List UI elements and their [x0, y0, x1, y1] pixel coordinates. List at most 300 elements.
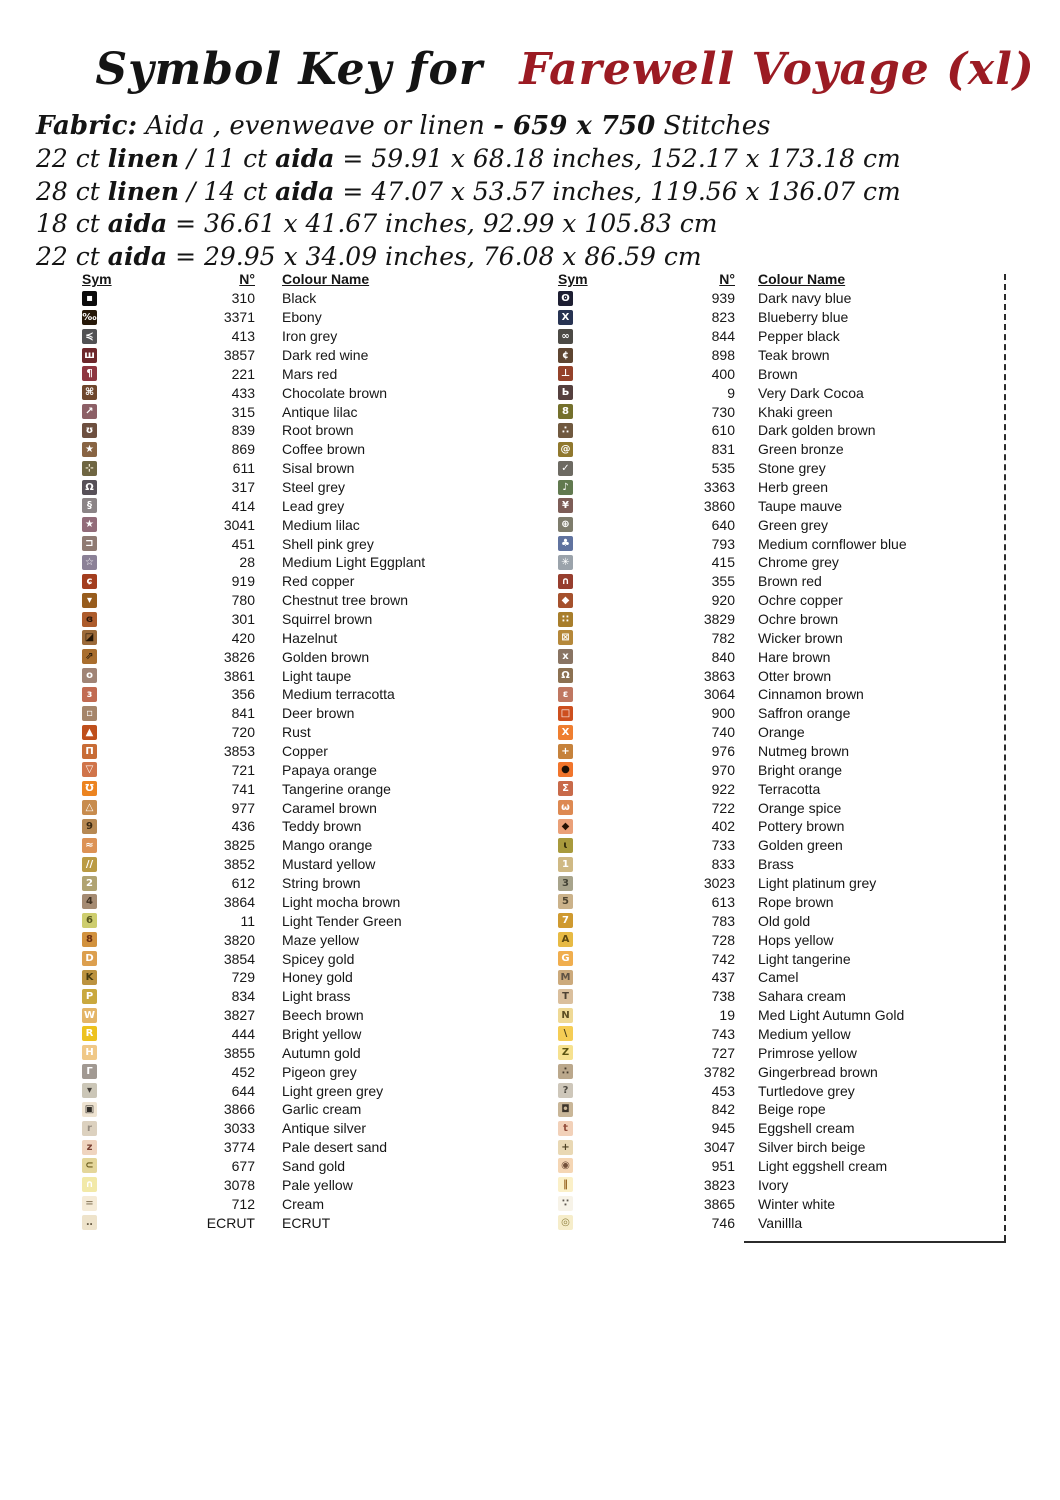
floss-number: 413	[231, 328, 255, 345]
colour-name: Old gold	[758, 912, 811, 929]
floss-number: 3774	[223, 1139, 255, 1156]
colour-name: Bright orange	[758, 761, 843, 778]
symbol-swatch: ∩	[558, 574, 573, 589]
symbol-swatch: A	[558, 932, 573, 947]
symbol-swatch: ▣	[82, 1102, 97, 1117]
floss-number: 644	[231, 1082, 255, 1099]
floss-number: 310	[231, 290, 255, 307]
floss-number: 720	[231, 724, 255, 741]
floss-number: 834	[231, 988, 255, 1005]
floss-number: 610	[711, 422, 735, 439]
fabric-text: = 47.07 x 53.57 inches, 119.56 x 136.07 cm	[334, 176, 901, 206]
colour-name: Mango orange	[282, 837, 373, 854]
colour-name: Cinnamon brown	[758, 686, 864, 703]
table-row	[82, 628, 425, 647]
table-border-bottom	[744, 1241, 1006, 1243]
colour-name: Green grey	[758, 516, 829, 533]
colour-name: Turtledove grey	[758, 1082, 855, 1099]
table-row	[82, 817, 425, 836]
symbol-swatch: ☆	[82, 555, 97, 570]
symbol-swatch: ‰	[82, 311, 97, 323]
table-row	[82, 1043, 425, 1062]
floss-number: 452	[231, 1063, 255, 1080]
colour-name: Root brown	[282, 422, 354, 439]
fabric-line	[36, 241, 901, 274]
floss-number: 945	[711, 1120, 735, 1137]
table-row	[558, 836, 907, 855]
floss-number: 729	[231, 969, 255, 986]
colour-name: Garlic cream	[282, 1101, 362, 1118]
table-row	[82, 704, 425, 723]
symbol-swatch: ⌘	[82, 385, 97, 400]
floss-number: 746	[711, 1214, 735, 1231]
table-row	[82, 1081, 425, 1100]
colour-name: Orange	[758, 724, 805, 741]
table-row	[82, 553, 425, 572]
colour-name: Bright yellow	[282, 1025, 362, 1042]
colour-name: Dark golden brown	[758, 422, 876, 439]
floss-number: 743	[711, 1025, 735, 1042]
floss-number: 782	[711, 629, 735, 646]
colour-name: Pigeon grey	[282, 1063, 357, 1080]
floss-number: 3033	[223, 1120, 255, 1137]
floss-number: 355	[711, 573, 735, 590]
table-row	[558, 478, 907, 497]
table-row	[82, 534, 425, 553]
colour-name: Pale yellow	[282, 1176, 353, 1193]
fabric-text: Fabric:	[36, 111, 138, 141]
colour-name: Caramel brown	[282, 799, 377, 816]
table-row	[558, 610, 907, 629]
fabric-info	[36, 110, 901, 274]
colour-name: Light tangerine	[758, 950, 851, 967]
symbol-swatch: △	[82, 800, 97, 815]
floss-number: 612	[231, 875, 255, 892]
page-title	[0, 44, 1060, 95]
floss-number: 3826	[223, 648, 255, 665]
fabric-text: Stitches	[655, 111, 771, 141]
colour-name: Saffron orange	[758, 705, 851, 722]
symbol-swatch: T	[558, 989, 573, 1004]
symbol-swatch: ◉	[558, 1158, 573, 1173]
floss-number: 823	[711, 309, 735, 326]
symbol-swatch: ◎	[558, 1215, 573, 1230]
colour-name: String brown	[282, 875, 361, 892]
colour-name: Brown	[758, 365, 798, 382]
symbol-swatch: ʘ	[558, 291, 573, 306]
floss-number: 3363	[703, 479, 735, 496]
symbol-swatch: ▫	[82, 706, 97, 721]
fabric-text: aida	[275, 143, 335, 173]
colour-name: Terracotta	[758, 780, 821, 797]
symbol-swatch: ↗	[82, 404, 97, 419]
table-row	[82, 1006, 425, 1025]
floss-number: 28	[239, 554, 255, 571]
table-row	[558, 723, 907, 742]
table-row	[558, 364, 907, 383]
colour-name: Copper	[282, 743, 328, 760]
table-row	[558, 930, 907, 949]
colour-name: Herb green	[758, 479, 829, 496]
colour-name: Vanillla	[758, 1214, 803, 1231]
table-row	[558, 591, 907, 610]
floss-number: 900	[711, 705, 735, 722]
floss-number: 842	[711, 1101, 735, 1118]
symbol-swatch: //	[82, 857, 97, 872]
floss-number: 433	[231, 384, 255, 401]
table-row	[558, 647, 907, 666]
table-row	[558, 1100, 907, 1119]
header-number: N°	[719, 271, 735, 287]
colour-name: Rust	[282, 724, 311, 741]
colour-name: Primrose yellow	[758, 1044, 857, 1061]
colour-name: Silver birch beige	[758, 1139, 866, 1156]
table-row	[82, 779, 425, 798]
symbol-swatch: ◆	[558, 819, 573, 834]
floss-number: 922	[711, 780, 735, 797]
table-header	[82, 272, 425, 289]
table-row	[558, 798, 907, 817]
floss-number: 939	[711, 290, 735, 307]
floss-number: 3064	[703, 686, 735, 703]
colour-name: Light mocha brown	[282, 893, 401, 910]
table-row	[558, 1194, 907, 1213]
symbol-swatch: +	[558, 1140, 573, 1155]
colour-name: Medium Light Eggplant	[282, 554, 426, 571]
fabric-text: / 11 ct	[179, 143, 276, 173]
header-sym: Sym	[558, 271, 588, 287]
colour-name: ECRUT	[282, 1214, 331, 1231]
floss-number: 977	[231, 799, 255, 816]
table-row	[82, 610, 425, 629]
symbol-swatch: X	[558, 725, 573, 740]
table-row	[82, 364, 425, 383]
symbol-swatch: D	[82, 951, 97, 966]
table-row	[82, 893, 425, 912]
colour-name: Ochre copper	[758, 592, 843, 609]
colour-name: Honey gold	[282, 969, 353, 986]
floss-number: 436	[231, 818, 255, 835]
floss-number: 3827	[223, 1007, 255, 1024]
symbol-swatch: Ω	[558, 668, 573, 683]
floss-number: 400	[711, 365, 735, 382]
symbol-swatch: M	[558, 970, 573, 985]
floss-number: 3865	[703, 1195, 735, 1212]
header-colour-name: Colour Name	[758, 271, 846, 287]
symbol-swatch: H	[82, 1045, 97, 1060]
symbol-table-left	[82, 272, 425, 1232]
colour-name: Pepper black	[758, 328, 840, 345]
floss-number: ECRUT	[206, 1214, 255, 1231]
table-row	[558, 987, 907, 1006]
symbol-swatch: Π	[82, 744, 97, 759]
floss-number: 898	[711, 347, 735, 363]
floss-number: 611	[232, 460, 255, 477]
symbol-swatch: Σ	[558, 781, 573, 796]
table-row	[82, 383, 425, 402]
colour-name: Antique silver	[282, 1120, 367, 1137]
symbol-swatch: ∷	[558, 612, 573, 627]
symbol-swatch: o	[82, 668, 97, 683]
table-row	[82, 421, 425, 440]
floss-number: 3857	[223, 347, 255, 363]
colour-name: Teak brown	[758, 347, 830, 363]
colour-name: Very Dark Cocoa	[758, 384, 864, 401]
table-row	[82, 402, 425, 421]
table-row	[558, 817, 907, 836]
floss-number: 3371	[223, 309, 255, 326]
symbol-swatch: ∞	[558, 329, 573, 344]
symbol-swatch: X	[558, 310, 573, 325]
symbol-table-right	[558, 272, 907, 1232]
symbol-swatch: 8	[558, 404, 573, 419]
colour-name: Coffee brown	[282, 441, 366, 458]
symbol-swatch: ◪	[82, 630, 97, 645]
floss-number: 11	[240, 912, 255, 929]
table-row	[558, 893, 907, 912]
table-header	[558, 272, 907, 289]
fabric-text: 28 ct	[36, 176, 108, 206]
table-row	[82, 742, 425, 761]
table-row	[82, 289, 425, 308]
colour-name: Khaki green	[758, 403, 833, 420]
colour-name: Autumn gold	[282, 1044, 361, 1061]
table-row	[82, 647, 425, 666]
floss-number: 221	[231, 365, 255, 382]
symbol-swatch: ≈	[82, 838, 97, 853]
table-row	[82, 987, 425, 1006]
colour-name: Dark red wine	[282, 347, 369, 363]
floss-number: 3823	[703, 1176, 735, 1193]
symbol-swatch: t	[558, 1121, 573, 1136]
colour-name: Teddy brown	[282, 818, 362, 835]
table-row	[82, 1025, 425, 1044]
table-row	[558, 874, 907, 893]
symbol-swatch: ▽	[82, 762, 97, 777]
colour-name: Sahara cream	[758, 988, 846, 1005]
colour-name: Mustard yellow	[282, 856, 376, 873]
floss-number: 740	[711, 724, 735, 741]
colour-name: Black	[282, 290, 317, 307]
floss-number: 831	[711, 441, 735, 458]
table-row	[558, 949, 907, 968]
symbol-swatch: ∴	[558, 1064, 573, 1079]
symbol-swatch: ✓	[558, 461, 573, 476]
colour-name: Gingerbread brown	[758, 1063, 878, 1080]
symbol-swatch: W	[83, 1009, 96, 1021]
table-row	[82, 666, 425, 685]
symbol-swatch: ε	[558, 687, 573, 702]
symbol-swatch: ш	[82, 348, 97, 363]
colour-name: Medium cornflower blue	[758, 535, 907, 552]
table-row	[82, 1157, 425, 1176]
floss-number: 741	[231, 780, 255, 797]
floss-number: 3860	[703, 497, 735, 514]
colour-name: Light eggshell cream	[758, 1157, 888, 1174]
floss-number: 844	[711, 328, 735, 345]
table-row	[82, 1062, 425, 1081]
table-border-right	[1004, 274, 1006, 1241]
table-row	[558, 402, 907, 421]
floss-number: 833	[711, 856, 735, 873]
symbol-swatch: ω	[558, 800, 573, 815]
colour-name: Wicker brown	[758, 629, 843, 646]
colour-name: Taupe mauve	[758, 497, 843, 514]
symbol-swatch: ∩	[82, 1177, 97, 1192]
table-rows-left	[82, 289, 425, 1232]
colour-name: Pale desert sand	[282, 1139, 388, 1156]
colour-name: Hare brown	[758, 648, 831, 665]
colour-name: Red copper	[282, 573, 355, 590]
floss-number: 721	[231, 761, 255, 778]
floss-number: 840	[711, 648, 735, 665]
table-row	[558, 496, 907, 515]
table-row	[82, 685, 425, 704]
table-row	[82, 440, 425, 459]
floss-number: 783	[711, 912, 735, 929]
fabric-text: - 659 x 750	[493, 111, 656, 141]
symbol-swatch: Ь	[558, 385, 573, 400]
table-row	[558, 1043, 907, 1062]
colour-name: Chocolate brown	[282, 384, 388, 401]
floss-number: 301	[231, 611, 255, 628]
colour-name: Antique lilac	[282, 403, 358, 420]
symbol-swatch: R	[82, 1026, 97, 1041]
table-row	[558, 911, 907, 930]
table-row	[82, 591, 425, 610]
symbol-swatch: r	[82, 1121, 97, 1136]
table-row	[82, 459, 425, 478]
table-row	[558, 289, 907, 308]
table-row	[558, 1006, 907, 1025]
floss-number: 3023	[703, 875, 735, 892]
symbol-swatch: +	[558, 744, 573, 759]
colour-name: Hazelnut	[282, 629, 338, 646]
floss-number: 730	[711, 403, 735, 420]
symbol-swatch: ¢	[558, 348, 573, 363]
table-row	[82, 1119, 425, 1138]
colour-name: Shell pink grey	[282, 535, 374, 552]
symbol-swatch: 7	[558, 913, 573, 928]
floss-number: 3078	[223, 1176, 255, 1193]
title-pattern-name: Farewell Voyage (xl)	[519, 44, 1035, 95]
colour-name: Camel	[758, 969, 799, 986]
colour-name: Deer brown	[282, 705, 355, 722]
table-row	[82, 327, 425, 346]
table-row	[82, 572, 425, 591]
table-row	[82, 968, 425, 987]
fabric-text: aida	[275, 176, 335, 206]
table-row	[558, 1213, 907, 1232]
colour-name: Medium terracotta	[282, 686, 395, 703]
colour-name: Lead grey	[282, 497, 345, 514]
table-row	[82, 496, 425, 515]
symbol-swatch: 2	[82, 876, 97, 891]
floss-number: 727	[711, 1044, 735, 1061]
fabric-text: aida	[107, 242, 168, 272]
table-row	[82, 515, 425, 534]
table-row	[558, 666, 907, 685]
table-row	[558, 855, 907, 874]
colour-name: Ivory	[758, 1176, 789, 1193]
symbol-swatch: ●	[558, 762, 573, 777]
floss-number: 3852	[223, 856, 255, 873]
symbol-swatch: x	[558, 649, 573, 664]
colour-name: Dark navy blue	[758, 290, 852, 307]
symbol-swatch: 4	[82, 894, 97, 909]
symbol-swatch: G	[558, 951, 573, 966]
symbol-swatch: ¶	[82, 366, 97, 381]
symbol-swatch: z	[82, 1140, 97, 1155]
symbol-swatch: 9	[82, 819, 97, 834]
symbol-swatch: ⊐	[82, 536, 97, 551]
colour-name: Eggshell cream	[758, 1120, 855, 1137]
colour-name: Nutmeg brown	[758, 743, 850, 760]
colour-name: Golden brown	[282, 648, 370, 665]
symbol-swatch: ɕ	[82, 574, 97, 589]
floss-number: 780	[231, 592, 255, 609]
floss-number: 841	[231, 705, 255, 722]
symbol-swatch: ‖	[558, 1177, 573, 1192]
colour-name: Cream	[282, 1195, 325, 1212]
table-row	[558, 1062, 907, 1081]
colour-name: Light taupe	[282, 667, 352, 684]
table-row	[82, 478, 425, 497]
floss-number: 402	[711, 818, 735, 835]
colour-name: Steel grey	[282, 479, 346, 496]
fabric-text: = 36.61 x 41.67 inches, 92.99 x 105.83 cm	[167, 209, 718, 239]
colour-name: Sand gold	[282, 1157, 346, 1174]
symbol-swatch: ▾	[82, 593, 97, 608]
colour-name: Rope brown	[758, 893, 834, 910]
colour-name: Papaya orange	[282, 761, 377, 778]
table-row	[558, 553, 907, 572]
symbol-swatch: ʊ	[82, 423, 97, 438]
floss-number: 535	[711, 460, 735, 477]
floss-number: 742	[711, 950, 735, 967]
floss-number: 3861	[223, 667, 255, 684]
colour-name: Iron grey	[282, 328, 338, 345]
title-prefix: Symbol Key for	[95, 44, 483, 95]
floss-number: 3854	[223, 950, 255, 967]
table-row	[558, 346, 907, 365]
table-row	[82, 1175, 425, 1194]
colour-name: Squirrel brown	[282, 611, 373, 628]
colour-name: Blueberry blue	[758, 309, 849, 326]
floss-number: 919	[231, 573, 255, 590]
table-row	[558, 779, 907, 798]
header-colour-name: Colour Name	[282, 271, 370, 287]
table-row	[82, 346, 425, 365]
symbol-swatch: ⊕	[558, 517, 573, 532]
table-row	[558, 1138, 907, 1157]
symbol-swatch: =	[82, 1196, 97, 1211]
symbol-swatch: P	[82, 989, 97, 1004]
symbol-swatch: ⇗	[82, 649, 97, 664]
fabric-line	[36, 143, 901, 176]
symbol-swatch: Ʊ	[82, 781, 97, 796]
floss-number: 9	[727, 384, 735, 401]
colour-name: Tangerine orange	[282, 780, 391, 797]
table-row	[558, 421, 907, 440]
symbol-swatch: \	[558, 1026, 573, 1041]
colour-name: Spicey gold	[282, 950, 355, 967]
table-row	[82, 798, 425, 817]
symbol-swatch: ?	[558, 1083, 573, 1098]
symbol-swatch: ◆	[558, 593, 573, 608]
colour-name: Medium yellow	[758, 1025, 851, 1042]
floss-number: 444	[231, 1025, 255, 1042]
